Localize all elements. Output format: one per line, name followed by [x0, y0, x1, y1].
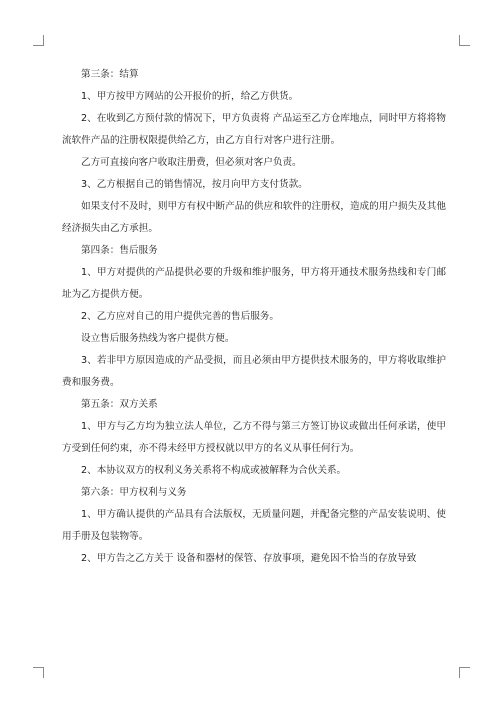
paragraph: 1、甲方与乙方均为独立法人单位，乙方不得与第三方签订协议或做出任何承诺，使甲方受到任何约束，亦不得未经甲方授权就以甲方的名义从事任何行为。: [62, 421, 446, 454]
paragraph: 2、在收到乙方预付款的情况下，甲方负责将 产品运至乙方仓库地点，同时甲方将将物流软件产品的注册权限提供给乙方，由乙方自行对客户进行注册。: [62, 113, 446, 146]
section-heading-3: 第三条：结算: [81, 69, 139, 80]
paragraph: 3、乙方根据自己的销售情况，按月向甲方支付货款。: [81, 179, 308, 190]
paragraph: 2、甲方告之乙方关于 设备和器材的保管、存放事项，避免因不恰当的存放导致: [81, 553, 417, 564]
crop-mark-bottom-right: [459, 667, 470, 678]
crop-mark-bottom-left: [33, 667, 44, 678]
paragraph: 1、甲方确认提供的产品具有合法版权，无质量问题，并配备完整的产品安装说明、使用手册及包装物等。: [62, 509, 446, 542]
paragraph: 2、本协议双方的权利义务关系将不构成或被解释为合伙关系。: [81, 465, 347, 476]
section-heading-5: 第五条：双方关系: [81, 399, 158, 410]
crop-mark-top-right: [459, 35, 470, 46]
paragraph: 如果支付不及时，则甲方有权中断产品的供应和软件的注册权，造成的用户损失及其他经济损失由乙方承担。: [62, 201, 446, 234]
paragraph: 设立售后服务热线为客户提供方便。: [81, 333, 235, 344]
section-heading-6: 第六条：甲方权利与义务: [81, 487, 187, 498]
section-heading-4: 第四条：售后服务: [81, 245, 158, 256]
paragraph: 1、甲方按甲方网站的公开报价的折，给乙方供货。: [81, 91, 299, 102]
paragraph: 1、甲方对提供的产品提供必要的升级和维护服务，甲方将开通技术服务热线和专门邮址为乙方提供方便。: [62, 267, 446, 300]
paragraph: 2、乙方应对自己的用户提供完善的售后服务。: [81, 311, 279, 322]
document-body: [62, 64, 446, 570]
paragraph: 乙方可直接向客户收取注册费，但必须对客户负责。: [81, 157, 302, 168]
paragraph: 3、若非甲方原因造成的产品受损，而且必须由甲方提供技术服务的，甲方将收取维护费和服务费。: [62, 355, 446, 388]
crop-mark-top-left: [33, 35, 44, 46]
